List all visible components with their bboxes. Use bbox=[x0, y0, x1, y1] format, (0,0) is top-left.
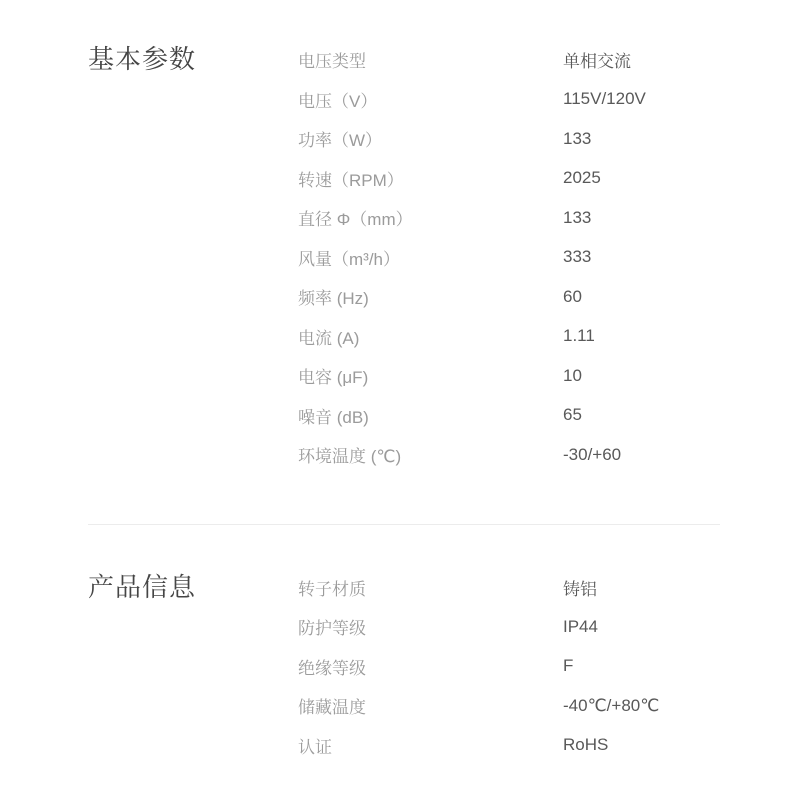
spec-label: 噪音 (dB) bbox=[298, 407, 369, 427]
spec-value: 单相交流 bbox=[563, 52, 631, 72]
section-divider bbox=[88, 524, 720, 525]
section-title-basic-parameters: 基本参数 bbox=[88, 44, 197, 74]
spec-value: 133 bbox=[563, 207, 592, 227]
spec-label: 频率 (Hz) bbox=[298, 289, 369, 309]
spec-value: 133 bbox=[563, 128, 592, 148]
spec-label: 电压（V） bbox=[298, 91, 378, 111]
spec-value: 铸铝 bbox=[563, 579, 597, 599]
spec-row-insulation-class bbox=[298, 647, 800, 687]
spec-value: F bbox=[563, 656, 574, 676]
spec-value: 1.11 bbox=[563, 326, 595, 346]
spec-row-voltage bbox=[298, 80, 800, 120]
spec-row-ambient-temperature bbox=[298, 435, 800, 475]
spec-label: 绝缘等级 bbox=[298, 658, 366, 678]
spec-label: 认证 bbox=[298, 737, 332, 757]
spec-label: 电流 (A) bbox=[298, 328, 360, 348]
spec-label: 直径 Φ（mm） bbox=[298, 210, 413, 230]
spec-label: 转子材质 bbox=[298, 579, 366, 599]
spec-value: -40℃/+80℃ bbox=[563, 695, 660, 715]
spec-row-current bbox=[298, 317, 800, 357]
spec-label: 功率（W） bbox=[298, 131, 383, 151]
spec-value: 65 bbox=[563, 405, 582, 425]
spec-row-frequency bbox=[298, 277, 800, 317]
spec-value: 333 bbox=[563, 247, 592, 267]
spec-value: IP44 bbox=[563, 616, 598, 636]
spec-row-voltage-type bbox=[298, 40, 800, 80]
spec-row-rotor-material bbox=[298, 568, 800, 608]
spec-row-diameter bbox=[298, 198, 800, 238]
spec-label: 电容 (μF) bbox=[298, 368, 369, 388]
spec-row-storage-temperature bbox=[298, 686, 800, 726]
spec-value: -30/+60 bbox=[563, 444, 622, 464]
spec-label: 储藏温度 bbox=[298, 698, 366, 718]
spec-value: 60 bbox=[563, 286, 582, 306]
spec-value: 10 bbox=[563, 365, 582, 385]
spec-row-certification bbox=[298, 726, 800, 766]
spec-label: 风量（m³/h） bbox=[298, 249, 400, 269]
spec-label: 环境温度 (℃) bbox=[298, 447, 402, 467]
section-product-info bbox=[88, 568, 800, 766]
spec-value: 115V/120V bbox=[563, 89, 646, 109]
spec-row-noise bbox=[298, 396, 800, 436]
spec-value: RoHS bbox=[563, 735, 609, 755]
spec-value: 2025 bbox=[563, 168, 601, 188]
spec-row-capacitance bbox=[298, 356, 800, 396]
basic-parameters-rows bbox=[298, 40, 800, 475]
spec-label: 电压类型 bbox=[298, 52, 366, 72]
product-info-rows bbox=[298, 568, 800, 766]
section-title-product-info: 产品信息 bbox=[88, 571, 197, 602]
spec-label: 防护等级 bbox=[298, 619, 366, 639]
spec-row-airflow bbox=[298, 238, 800, 278]
spec-row-speed bbox=[298, 159, 800, 199]
spec-row-power bbox=[298, 119, 800, 159]
spec-row-protection-rating bbox=[298, 607, 800, 647]
section-basic-parameters bbox=[88, 40, 800, 475]
spec-label: 转速（RPM） bbox=[298, 170, 404, 190]
